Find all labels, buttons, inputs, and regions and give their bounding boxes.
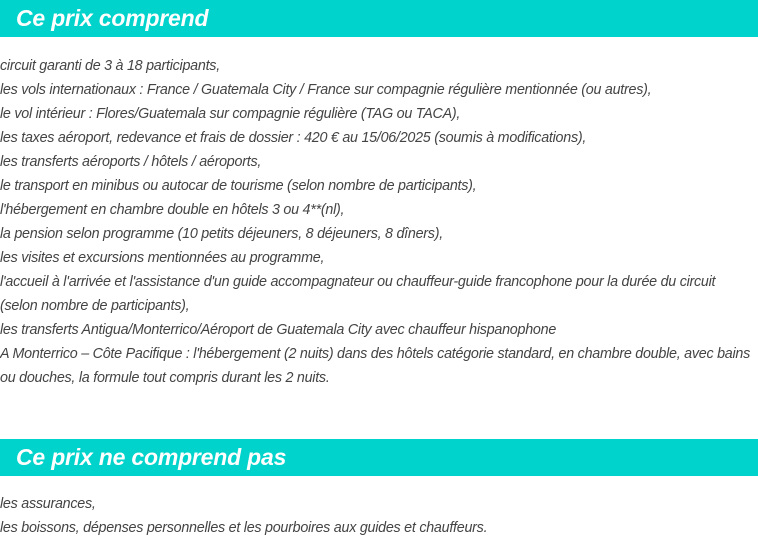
price-excludes-banner	[0, 439, 758, 476]
price-excludes-section	[0, 439, 758, 540]
list-item: circuit garanti de 3 à 18 participants,	[0, 58, 220, 74]
list-item: le vol intérieur : Flores/Guatemala sur compagnie régulière (TAG ou TACA),	[0, 106, 461, 122]
list-item: le transport en minibus ou autocar de tourisme (selon nombre de participants),	[0, 178, 477, 194]
list-item: les assurances,	[0, 496, 96, 512]
list-item: les boissons, dépenses personnelles et les pourboires aux guides et chauffeurs.	[0, 520, 488, 536]
price-includes-banner	[0, 0, 758, 37]
price-includes-list	[0, 37, 752, 390]
price-excludes-title: Ce prix ne comprend pas	[16, 444, 287, 470]
list-item: les vols internationaux : France / Guatemala City / France sur compagnie régulière mentionnée (ou autres),	[0, 82, 652, 98]
list-item: l'accueil à l'arrivée et l'assistance d'un guide accompagnateur ou chauffeur-guide francophone pour la durée du circuit (selon nombre de participants),	[0, 274, 716, 314]
list-item: les transferts Antigua/Monterrico/Aéroport de Guatemala City avec chauffeur hispanophone	[0, 322, 557, 338]
list-item: les transferts aéroports / hôtels / aéroports,	[0, 154, 262, 170]
list-item: A Monterrico – Côte Pacifique : l'hébergement (2 nuits) dans des hôtels catégorie standard, en chambre double, avec bains ou douches, la formule tout compris durant les 2 nuits.	[0, 346, 750, 386]
list-item: l'hébergement en chambre double en hôtels 3 ou 4**(nl),	[0, 202, 345, 218]
price-excludes-list	[0, 476, 752, 540]
list-item: la pension selon programme (10 petits déjeuners, 8 déjeuners, 8 dîners),	[0, 226, 443, 242]
list-item: les visites et excursions mentionnées au programme,	[0, 250, 325, 266]
list-item: les taxes aéroport, redevance et frais de dossier : 420 € au 15/06/2025 (soumis à modifications),	[0, 130, 587, 146]
price-includes-title: Ce prix comprend	[16, 5, 209, 31]
